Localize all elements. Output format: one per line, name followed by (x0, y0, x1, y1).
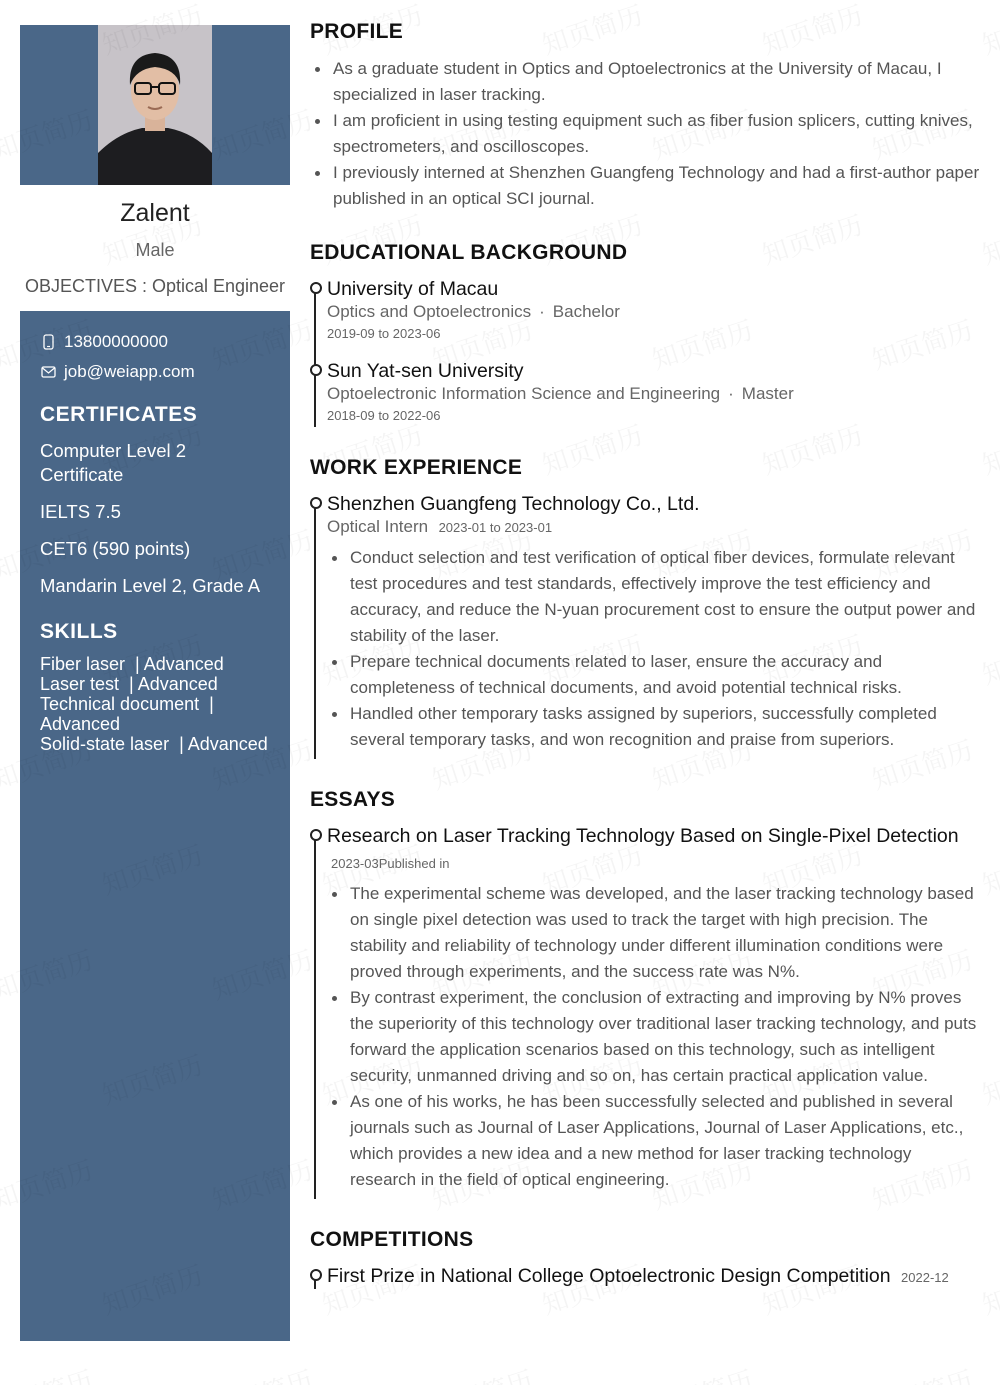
list-item: As one of his works, he has been successfully selected and published in several journals such as Journal of Laser Applications, Journal of Laser Applications, etc., which provides a new idea and a new method for laser tracking technology research in the field of optical engineering. (327, 1089, 980, 1193)
competition-date: 2022-12 (901, 1270, 949, 1285)
certificates-heading: CERTIFICATES (40, 403, 198, 426)
work-timeline (310, 492, 980, 759)
person-portrait-icon (98, 25, 212, 185)
essay-details (327, 881, 980, 1199)
education-timeline (310, 277, 980, 427)
education-entry (327, 359, 980, 427)
mobile-phone-icon (40, 334, 56, 350)
skills-heading: SKILLS (40, 620, 118, 643)
job-role: Optical Intern (327, 517, 429, 536)
education-entry (327, 277, 980, 345)
envelope-icon (40, 364, 56, 380)
profile-photo (98, 25, 212, 185)
essay-title-line (327, 824, 980, 877)
list-item: Conduct selection and test verification of optical fiber devices, formulate relevant test procedures and test standards, effectively improve the test efficiency and accuracy, and reduce the N-yuan procurement cost to ensure the output power and stability of the laser. (327, 545, 980, 649)
certificate-item: IELTS 7.5 (40, 501, 121, 522)
competitions-timeline (310, 1264, 980, 1289)
watermark-text (977, 0, 1000, 62)
list-item: I am proficient in using testing equipment such as fiber fusion splicers, cutting knives, spectrometers, and oscilloscopes. (310, 108, 980, 160)
watermark-text (0, 1360, 97, 1385)
certificate-item: Computer Level 2 Certificate (40, 440, 187, 485)
work-date: 2023-01 to 2023-01 (438, 520, 553, 535)
competition-entry (327, 1264, 980, 1289)
career-objective: OBJECTIVES : Optical Engineer (24, 276, 286, 296)
education-date: 2018-09 to 2022-06 (327, 408, 441, 423)
watermark-text (977, 1255, 1000, 1322)
watermark-text (867, 1360, 977, 1385)
essay-entry (327, 824, 980, 1199)
education-major: Optoelectronic Information Science and Engineering · Master (327, 384, 794, 403)
certificate-item: CET6 (590 points) (40, 538, 191, 559)
school-name: Sun Yat-sen University (327, 360, 524, 382)
list-item: Handled other temporary tasks assigned by superiors, successfully completed several temporary tasks, and won recognition and praise from superiors. (327, 701, 980, 753)
certificate-item: Mandarin Level 2, Grade A (40, 575, 261, 596)
watermark-text (977, 835, 1000, 902)
list-item: The experimental scheme was developed, and the laser tracking technology based on single pixel detection was used to track the target with high precision. The stability and reliability of technology under different illumination conditions were proved through experiments, and the success rate was N%. (327, 881, 980, 985)
skill-item: Fiber laser | Advanced (40, 654, 224, 674)
candidate-name: Zalent (120, 199, 190, 227)
school-name: University of Macau (327, 278, 499, 300)
competitions-heading: COMPETITIONS (310, 1228, 474, 1251)
education-date: 2019-09 to 2023-06 (327, 326, 441, 341)
watermark-text (647, 1360, 757, 1385)
work-heading: WORK EXPERIENCE (310, 456, 523, 479)
skill-item: Laser test | Advanced (40, 674, 218, 694)
company-name: Shenzhen Guangfeng Technology Co., Ltd. (327, 493, 700, 515)
list-item: As a graduate student in Optics and Optoelectronics at the University of Macau, I specialized in laser tracking. (310, 56, 980, 108)
essays-timeline (310, 824, 980, 1199)
watermark-text (207, 1360, 317, 1385)
education-major: Optics and Optoelectronics · Bachelor (327, 302, 620, 321)
phone-number: 13800000000 (64, 332, 169, 351)
work-role-line (327, 516, 980, 539)
contact-email (40, 361, 270, 383)
watermark-text (977, 1045, 1000, 1112)
sidebar (20, 311, 290, 1341)
competition-title: First Prize in National College Optoelectronic Design Competition (327, 1265, 891, 1287)
education-heading: EDUCATIONAL BACKGROUND (310, 241, 628, 264)
work-duties (327, 545, 980, 759)
skill-item: Solid-state laser | Advanced (40, 734, 268, 754)
profile-list (310, 56, 980, 212)
essay-title: Research on Laser Tracking Technology Based on Single-Pixel Detection (327, 825, 959, 847)
essays-heading: ESSAYS (310, 788, 396, 811)
list-item: I previously interned at Shenzhen Guangfeng Technology and had a first-author paper published in an optical SCI journal. (310, 160, 980, 212)
watermark-text (977, 625, 1000, 692)
profile-heading: PROFILE (310, 20, 404, 43)
contact-phone (40, 331, 270, 353)
watermark-text (977, 415, 1000, 482)
watermark-text (977, 205, 1000, 272)
list-item: Prepare technical documents related to laser, ensure the accuracy and completeness of technical documents, and avoid potential technical risks. (327, 649, 980, 701)
work-entry (327, 492, 980, 759)
candidate-gender: Male (135, 240, 175, 260)
email-address: job@weiapp.com (64, 362, 195, 381)
skill-item: Technical document | Advanced (40, 694, 214, 734)
main-content (310, 20, 980, 1289)
watermark-text (427, 1360, 537, 1385)
essay-meta: 2023-03Published in (331, 856, 450, 871)
list-item: By contrast experiment, the conclusion of extracting and improving by N% proves the superiority of this technology over traditional laser tracking technology, and puts forward the application scenarios based on this technology, such as intelligent security, unmanned driving and so on, has certain practical application value. (327, 985, 980, 1089)
